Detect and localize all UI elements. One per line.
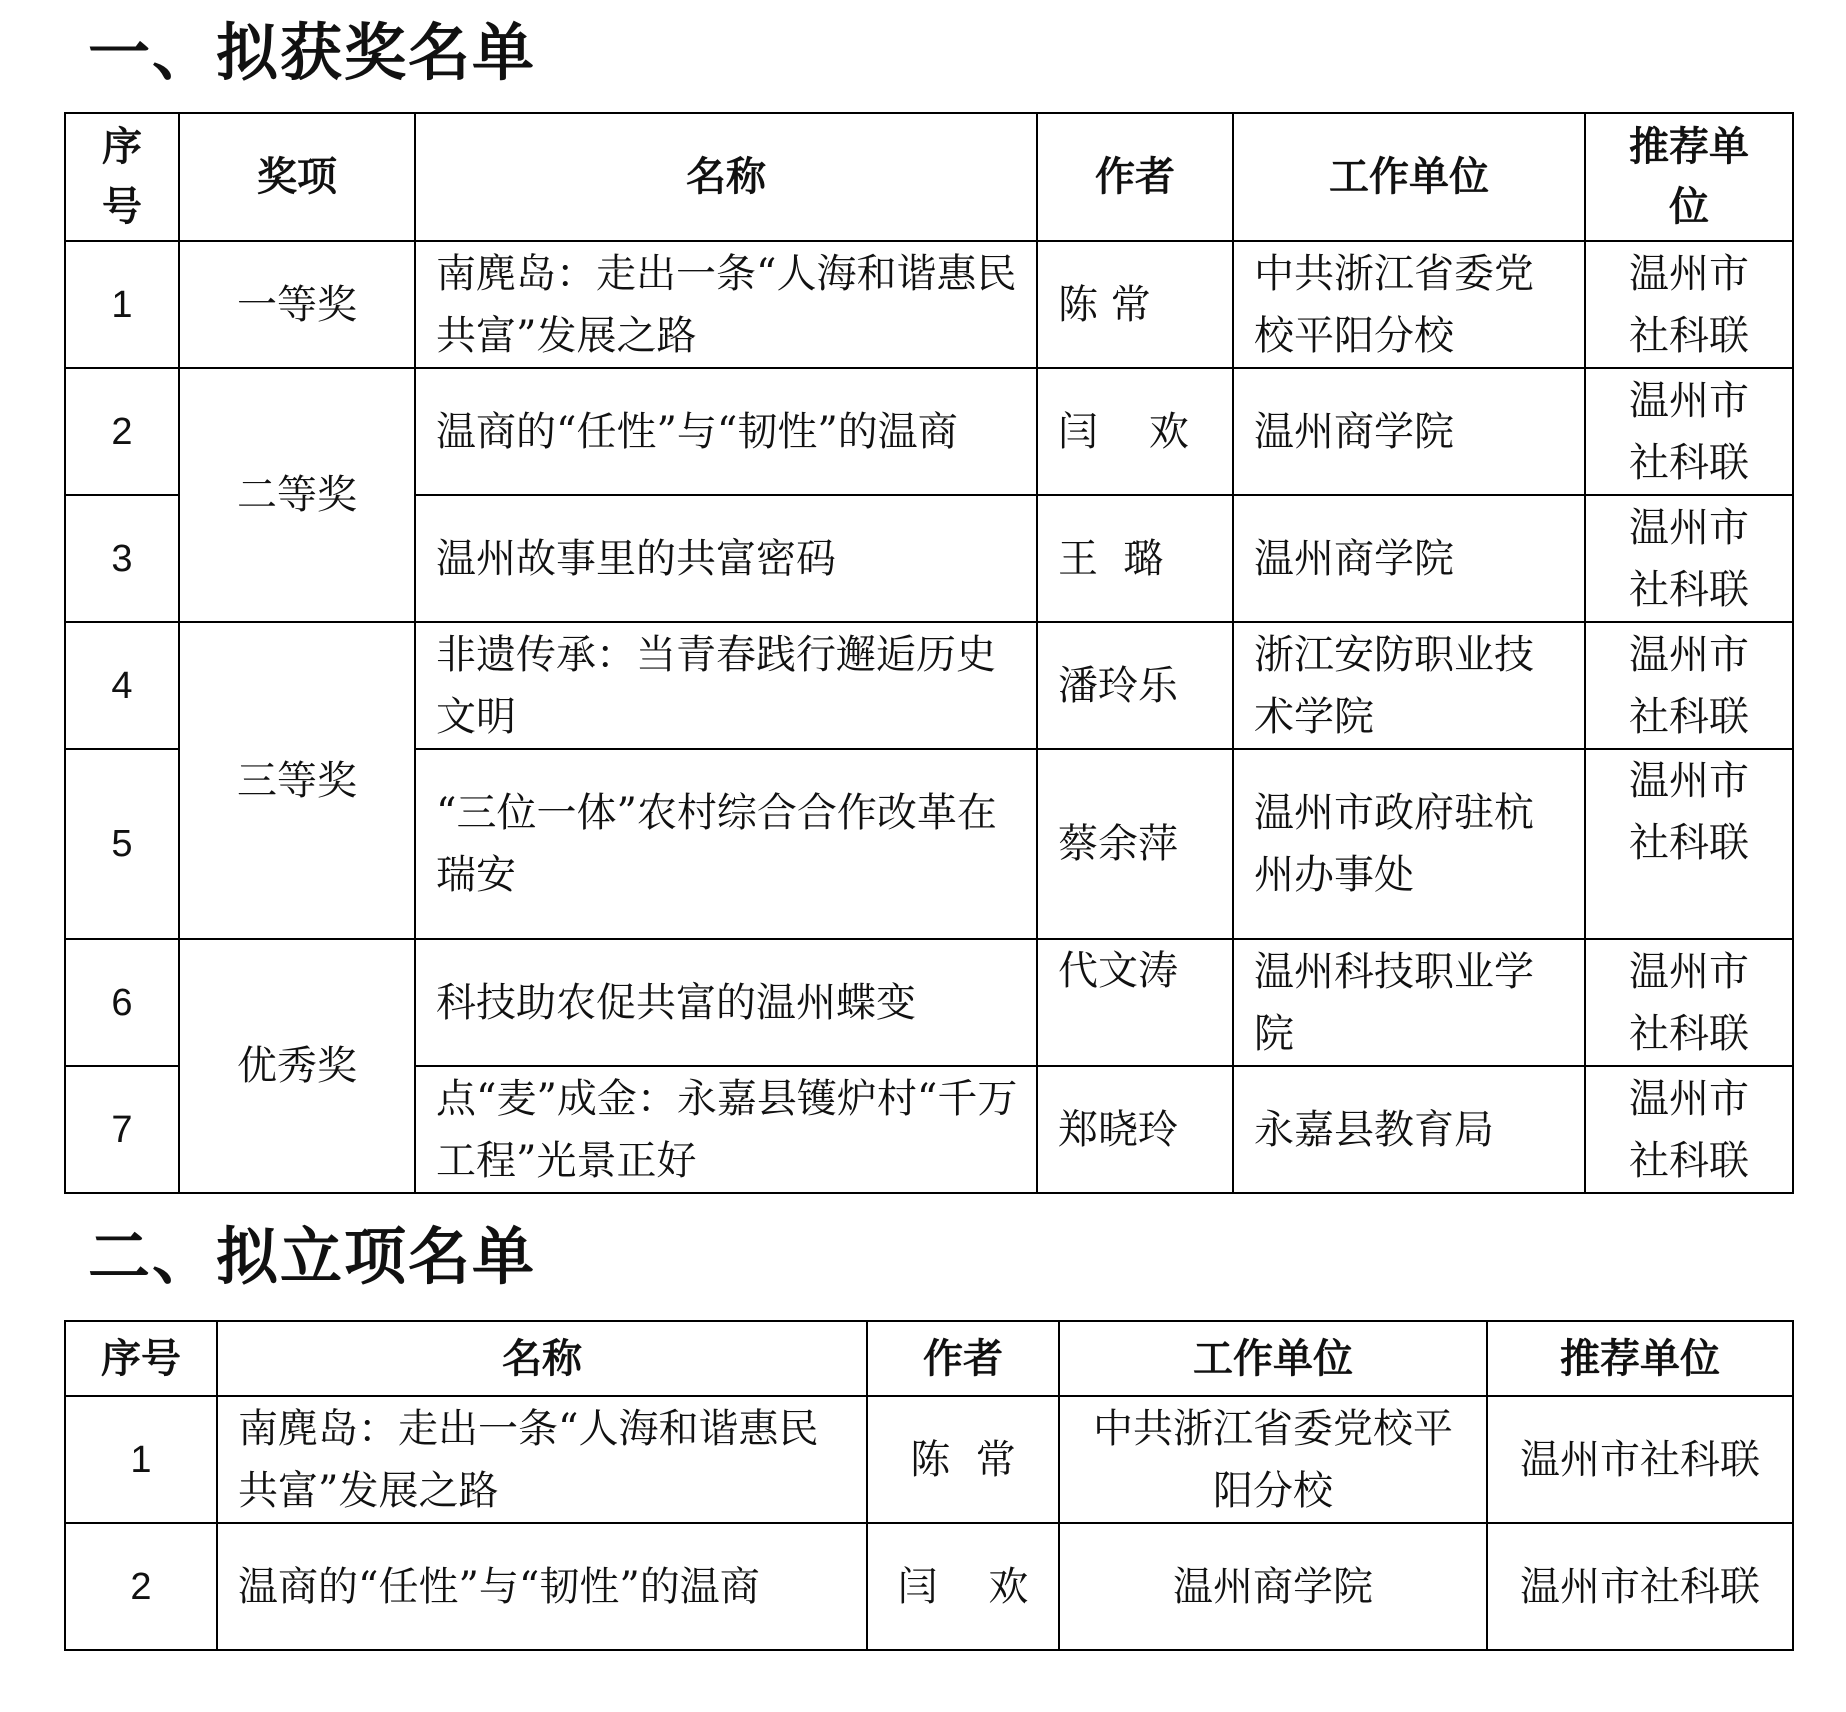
entry-title: 点“麦”成金：永嘉县镬炉村“千万工程”光景正好	[415, 1066, 1037, 1193]
row-serial-number: 1	[65, 241, 179, 368]
table-header-row	[65, 113, 1793, 241]
header-recommending-unit: 推荐单位	[1487, 1321, 1793, 1396]
header-work-unit: 工作单位	[1233, 113, 1585, 241]
entry-recommending-unit: 温州市社科联	[1585, 1066, 1793, 1193]
header-serial-number: 序号	[65, 1321, 217, 1396]
project-recommending-unit: 温州市社科联	[1487, 1523, 1793, 1650]
row-serial-number: 5	[65, 749, 179, 939]
entry-author: 郑晓玲	[1037, 1066, 1233, 1193]
entry-author: 王 璐	[1037, 495, 1233, 622]
project-author: 闫 欢	[867, 1523, 1059, 1650]
entry-author: 蔡余萍	[1037, 749, 1233, 939]
project-recommending-unit: 温州市社科联	[1487, 1396, 1793, 1523]
row-serial-number: 2	[65, 1523, 217, 1650]
entry-work-unit: 温州商学院	[1233, 368, 1585, 495]
project-list-table	[64, 1320, 1794, 1651]
table-row	[65, 622, 1793, 749]
header-recommending-unit: 推荐单位	[1585, 113, 1793, 241]
header-name: 名称	[415, 113, 1037, 241]
entry-recommending-unit: 温州市社科联	[1585, 241, 1793, 368]
project-title: 温商的“任性”与“韧性”的温商	[217, 1523, 867, 1650]
header-author: 作者	[867, 1321, 1059, 1396]
row-serial-number: 2	[65, 368, 179, 495]
table-row	[65, 1523, 1793, 1650]
project-author: 陈 常	[867, 1396, 1059, 1523]
award-list-table	[64, 112, 1794, 1194]
entry-author: 代文涛	[1037, 939, 1233, 1066]
entry-title: 非遗传承：当青春践行邂逅历史文明	[415, 622, 1037, 749]
entry-title: 科技助农促共富的温州蝶变	[415, 939, 1037, 1066]
award-level-cell: 二等奖	[179, 368, 415, 622]
project-title: 南麂岛：走出一条“人海和谐惠民共富”发展之路	[217, 1396, 867, 1523]
entry-author: 陈 常	[1037, 241, 1233, 368]
entry-work-unit: 温州科技职业学院	[1233, 939, 1585, 1066]
table-header-row	[65, 1321, 1793, 1396]
header-author: 作者	[1037, 113, 1233, 241]
header-award: 奖项	[179, 113, 415, 241]
row-serial-number: 7	[65, 1066, 179, 1193]
entry-title: 温商的“任性”与“韧性”的温商	[415, 368, 1037, 495]
entry-recommending-unit: 温州市社科联	[1585, 622, 1793, 749]
entry-title: “三位一体”农村综合合作改革在瑞安	[415, 749, 1037, 939]
header-work-unit: 工作单位	[1059, 1321, 1487, 1396]
award-level-cell: 三等奖	[179, 622, 415, 939]
row-serial-number: 3	[65, 495, 179, 622]
section-title-project-list: 二、拟立项名单	[88, 1220, 537, 1293]
entry-recommending-unit: 温州市社科联	[1585, 749, 1793, 939]
row-serial-number: 6	[65, 939, 179, 1066]
entry-recommending-unit: 温州市社科联	[1585, 368, 1793, 495]
table-row	[65, 241, 1793, 368]
entry-work-unit: 永嘉县教育局	[1233, 1066, 1585, 1193]
entry-work-unit: 浙江安防职业技术学院	[1233, 622, 1585, 749]
header-serial-number: 序号	[65, 113, 179, 241]
entry-author: 潘玲乐	[1037, 622, 1233, 749]
table-row	[65, 1396, 1793, 1523]
header-name: 名称	[217, 1321, 867, 1396]
entry-author: 闫 欢	[1037, 368, 1233, 495]
entry-recommending-unit: 温州市社科联	[1585, 939, 1793, 1066]
entry-work-unit: 温州商学院	[1233, 495, 1585, 622]
entry-title: 南麂岛：走出一条“人海和谐惠民共富”发展之路	[415, 241, 1037, 368]
entry-work-unit: 中共浙江省委党校平阳分校	[1233, 241, 1585, 368]
row-serial-number: 1	[65, 1396, 217, 1523]
project-work-unit: 中共浙江省委党校平阳分校	[1059, 1396, 1487, 1523]
entry-work-unit: 温州市政府驻杭州办事处	[1233, 749, 1585, 939]
award-level-cell: 一等奖	[179, 241, 415, 368]
row-serial-number: 4	[65, 622, 179, 749]
entry-recommending-unit: 温州市社科联	[1585, 495, 1793, 622]
table-row	[65, 939, 1793, 1066]
section-title-award-list: 一、拟获奖名单	[88, 16, 537, 89]
award-level-cell: 优秀奖	[179, 939, 415, 1193]
entry-title: 温州故事里的共富密码	[415, 495, 1037, 622]
table-row	[65, 368, 1793, 495]
project-work-unit: 温州商学院	[1059, 1523, 1487, 1650]
